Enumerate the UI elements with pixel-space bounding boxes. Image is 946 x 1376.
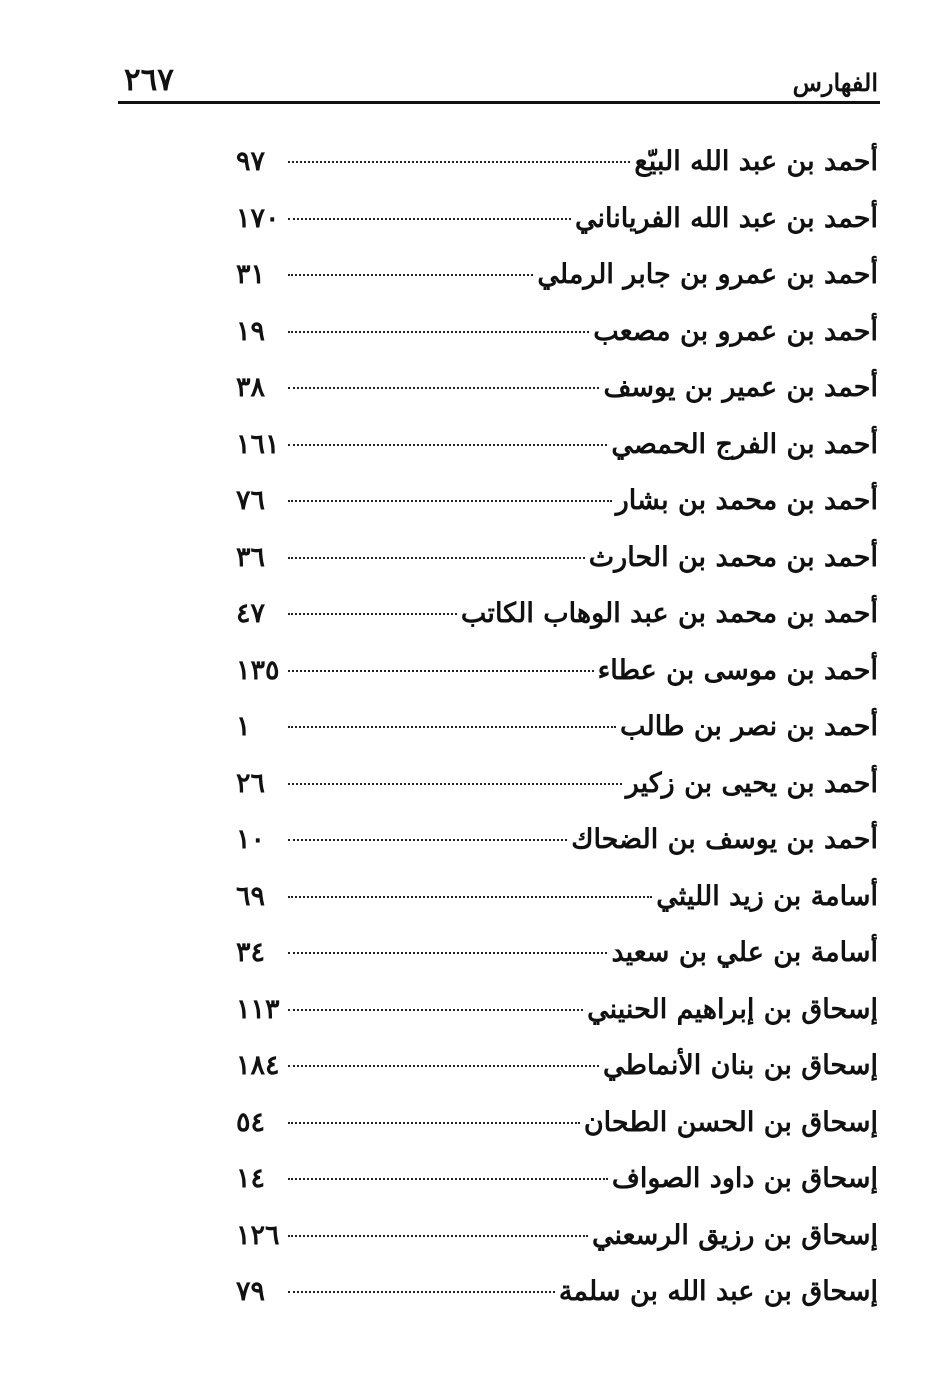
- dot-leader: [288, 331, 589, 333]
- entry-name: أسامة بن زيد الليثي: [656, 880, 878, 912]
- entry-name: أحمد بن محمد بن الحارث: [588, 541, 878, 573]
- dot-leader: [288, 726, 616, 728]
- index-entry: [236, 304, 878, 361]
- entry-page-number: ١٨٤: [236, 1050, 280, 1081]
- dot-leader: [288, 896, 652, 898]
- index-entry: [236, 134, 878, 191]
- entry-page-number: ٩٧: [236, 146, 266, 177]
- dot-leader: [288, 670, 594, 672]
- entry-name: إسحاق بن بنان الأنماطي: [603, 1050, 878, 1081]
- index-entry: [236, 1038, 878, 1095]
- entry-name: أحمد بن موسى بن عطاء: [597, 654, 878, 686]
- index-entry: [236, 699, 878, 756]
- dot-leader: [288, 1065, 599, 1067]
- dot-leader: [288, 274, 533, 276]
- page-number: ٢٦٧: [124, 62, 174, 98]
- index-entry: [236, 1208, 878, 1265]
- entry-page-number: ١٩: [236, 315, 266, 347]
- entry-page-number: ١٣٥: [236, 654, 280, 686]
- dot-leader: [288, 1235, 588, 1237]
- entry-name: أحمد بن يحيى بن زكير: [625, 767, 878, 799]
- dot-leader: [288, 387, 599, 389]
- entry-page-number: ٧٩: [236, 1276, 266, 1307]
- entry-page-number: ٣٨: [236, 372, 266, 403]
- entry-page-number: ١١٣: [236, 993, 280, 1025]
- index-entry: [236, 247, 878, 304]
- dot-leader: [288, 952, 607, 954]
- index-entry: [236, 869, 878, 926]
- index-entry: [236, 812, 878, 869]
- entry-page-number: ٧٦: [236, 485, 266, 516]
- entry-page-number: ٣٤: [236, 937, 266, 968]
- index-entry: [236, 925, 878, 982]
- header-title: الفهارس: [792, 68, 878, 97]
- index-entry: [236, 191, 878, 248]
- index-entry: [236, 1095, 878, 1152]
- dot-leader: [288, 1291, 555, 1293]
- index-entry: [236, 530, 878, 587]
- dot-leader: [288, 444, 607, 446]
- entry-name: أحمد بن عمرو بن مصعب: [593, 315, 878, 347]
- index-entry: [236, 473, 878, 530]
- index-list: [236, 134, 878, 1321]
- entry-name: أحمد بن نصر بن طالب: [620, 711, 878, 742]
- entry-page-number: ٢٦: [236, 767, 266, 799]
- index-entry: [236, 756, 878, 813]
- entry-name: أحمد بن عمرو بن جابر الرملي: [537, 259, 878, 290]
- page-header: [120, 62, 880, 102]
- dot-leader: [288, 161, 630, 163]
- entry-name: أحمد بن عبد الله البيّع: [634, 146, 878, 177]
- index-entry: [236, 417, 878, 474]
- index-entry: [236, 360, 878, 417]
- entry-page-number: ١٦١: [236, 428, 280, 460]
- entry-name: أحمد بن محمد بن عبد الوهاب الكاتب: [460, 598, 878, 629]
- entry-name: أحمد بن عبد الله الفرياناني: [575, 202, 878, 234]
- entry-page-number: ١٠: [236, 824, 266, 855]
- entry-page-number: ١٧٠: [236, 202, 280, 234]
- entry-page-number: ٣١: [236, 259, 266, 290]
- index-entry: [236, 982, 878, 1039]
- dot-leader: [288, 839, 567, 841]
- dot-leader: [288, 1178, 608, 1180]
- entry-page-number: ١: [236, 711, 251, 742]
- dot-leader: [288, 218, 571, 220]
- index-entry: [236, 643, 878, 700]
- index-entry: [236, 1264, 878, 1321]
- entry-name: إسحاق بن رزيق الرسعني: [591, 1219, 878, 1251]
- dot-leader: [288, 557, 585, 559]
- dot-leader: [288, 500, 612, 502]
- entry-page-number: ١٤: [236, 1163, 266, 1194]
- entry-name: إسحاق بن إبراهيم الحنيني: [587, 993, 878, 1025]
- entry-page-number: ٦٩: [236, 880, 266, 912]
- dot-leader: [288, 613, 457, 615]
- entry-name: إسحاق بن داود الصواف: [611, 1163, 878, 1194]
- entry-name: أحمد بن محمد بن بشار: [615, 485, 878, 516]
- entry-name: إسحاق بن عبد الله بن سلمة: [558, 1276, 878, 1307]
- entry-page-number: ٥٤: [236, 1106, 266, 1138]
- entry-page-number: ٣٦: [236, 541, 266, 573]
- dot-leader: [288, 783, 622, 785]
- index-entry: [236, 586, 878, 643]
- entry-name: أحمد بن عمير بن يوسف: [603, 372, 878, 403]
- dot-leader: [288, 1009, 583, 1011]
- entry-name: أحمد بن يوسف بن الضحاك: [571, 824, 878, 855]
- dot-leader: [288, 1122, 580, 1124]
- entry-page-number: ١٢٦: [236, 1219, 280, 1251]
- header-divider: [118, 101, 880, 104]
- entry-page-number: ٤٧: [236, 598, 266, 629]
- entry-name: أحمد بن الفرج الحمصي: [611, 428, 878, 460]
- index-entry: [236, 1151, 878, 1208]
- entry-name: إسحاق بن الحسن الطحان: [583, 1106, 878, 1138]
- entry-name: أسامة بن علي بن سعيد: [611, 937, 878, 968]
